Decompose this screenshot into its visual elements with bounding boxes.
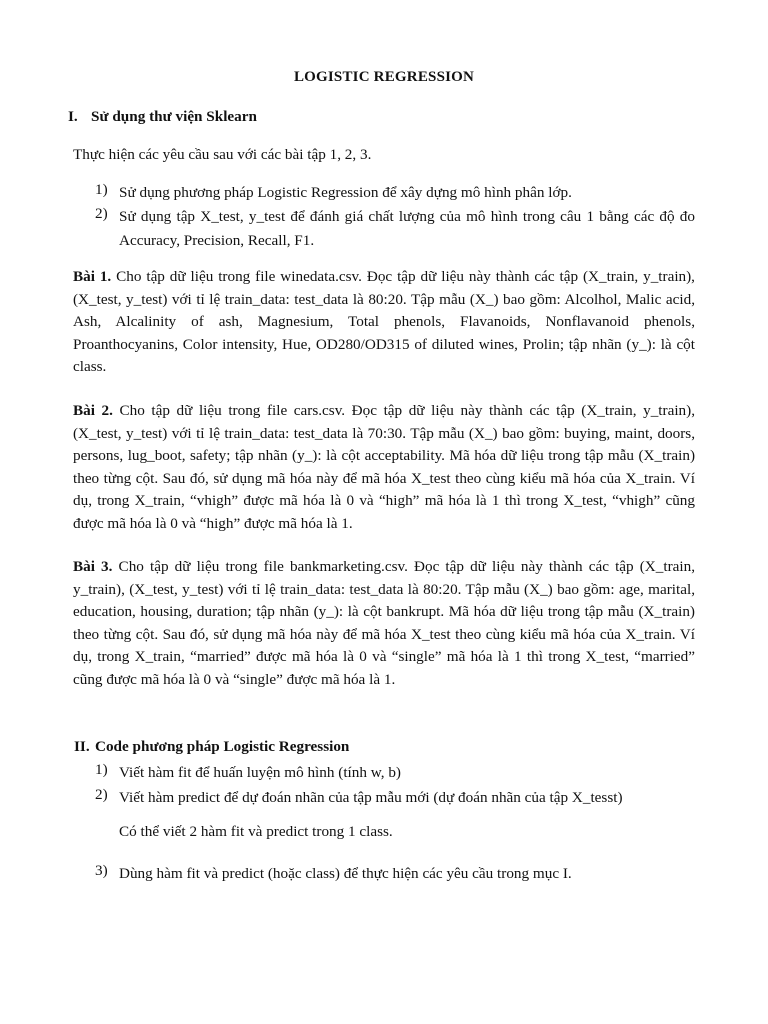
exercise-3-text: Cho tập dữ liệu trong file bankmarketing.csv. Đọc tập dữ liệu này thành các tập (X_train, y_train), (X_test, y_test) với tỉ lệ train_data: test_data là 80:20. Tập mẫu (X_) bao gồm: age, marital, education, housing, duration; tập nhãn (y_): là cột bankrupt. Mã hóa dữ liệu trong tập mẫu (X_train) theo từng cột. Sau đó, sử dụng mã hóa này để mã hóa X_test theo cùng kiểu mã hóa của X_train. Ví dụ, trong X_train, “married” được mã hóa là 0 và “single” mã hóa là 1 thì trong X_test, “married” cũng được mã hóa là 0 và “single” được mã hóa là 1. (73, 558, 695, 688)
exercise-1-paragraph (73, 266, 695, 379)
document-title: LOGISTIC REGRESSION (293, 69, 475, 85)
list-item-text: Viết hàm predict để dự đoán nhãn của tập mẫu mới (dự đoán nhãn của tập X_tesst) (119, 789, 623, 806)
exercise-1-text: Cho tập dữ liệu trong file winedata.csv. Đọc tập dữ liệu này thành các tập (X_train, y_train), (X_test, y_test) với tỉ lệ train_data: test_data là 80:20. Tập mẫu (X_) bao gồm: Alcolhol, Malic acid, Ash, Alcalinity of ash, Magnesium, Total phenols, Flavanoids, Nonflavanoid phenols, Proanthocyanins, Color intensity, Hue, OD280/OD315 of diluted wines, Prolin; tập nhãn (y_): là cột class. (73, 268, 695, 376)
list-item-text: Dùng hàm fit và predict (hoặc class) để thực hiện các yêu cầu trong mục I. (119, 865, 572, 882)
section-1-intro: Thực hiện các yêu cầu sau với các bài tập 1, 2, 3. (73, 146, 372, 163)
exercise-3-paragraph (73, 556, 695, 692)
exercise-1-label: Bài 1. (73, 268, 112, 285)
list-item-text: Sử dụng phương pháp Logistic Regression để xây dựng mô hình phân lớp. (119, 184, 572, 201)
exercise-2-paragraph (73, 400, 695, 536)
exercise-2-label: Bài 2. (73, 402, 113, 419)
list-item-number: 2) (95, 786, 108, 803)
exercise-2-text: Cho tập dữ liệu trong file cars.csv. Đọc tập dữ liệu này thành các tập (X_train, y_train), (X_test, y_test) với tỉ lệ train_data: test_data là 70:30. Tập mẫu (X_) bao gồm: buying, maint, doors, persons, lug_boot, safety; tập nhãn (y_): là cột acceptability. Mã hóa dữ liệu trong tập mẫu (X_train) theo từng cột. Sau đó, sử dụng mã hóa này để mã hóa X_test theo cùng kiểu mã hóa của X_train. Ví dụ, trong X_train, “vhigh” được mã hóa là 0 và “high” mã hóa là 1 thì trong X_test, “vhigh” cũng được mã hóa là 0 và “high” được mã hóa là 1. (73, 402, 695, 532)
list-item-number: 1) (95, 761, 108, 778)
list-item-number: 1) (95, 181, 108, 198)
section-1-heading: Sử dụng thư viện Sklearn (91, 108, 257, 125)
section-2-note: Có thể viết 2 hàm fit và predict trong 1 class. (119, 823, 393, 840)
section-1-number: I. (68, 108, 78, 125)
list-item-number: 2) (95, 205, 108, 222)
exercise-3-label: Bài 3. (73, 558, 113, 575)
list-item-text: Viết hàm fit để huấn luyện mô hình (tính w, b) (119, 764, 401, 781)
section-2-number: II. (74, 738, 90, 755)
list-item-text: Sử dụng tập X_test, y_test để đánh giá chất lượng của mô hình trong câu 1 bằng các độ đo Accuracy, Precision, Recall, F1. (119, 208, 695, 249)
section-2-heading: Code phương pháp Logistic Regression (95, 738, 350, 755)
list-item-number: 3) (95, 862, 108, 879)
